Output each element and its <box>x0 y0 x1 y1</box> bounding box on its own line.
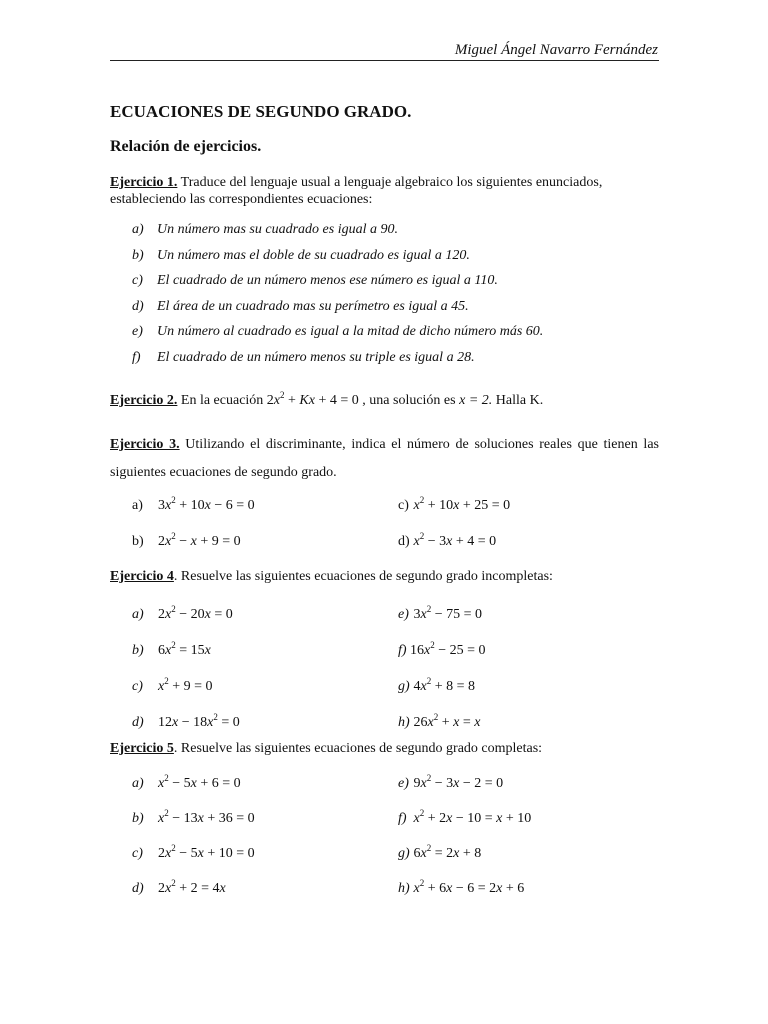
list-item: f) El cuadrado de un número menos su triple es igual a 28. <box>132 349 475 365</box>
equation-item: a) $3x^2 + 10x - 6 = 0$ <box>132 495 255 513</box>
equation-item: b) $6x^2 = 15x$ <box>132 640 211 658</box>
header-rule <box>110 60 659 61</box>
list-item: c) El cuadrado de un número menos ese número es igual a 110. <box>132 273 498 288</box>
equation-item: a) $2x^2 - 20x = 0$ <box>132 604 233 622</box>
equation-item: c) $2x^2 - 5x + 10 = 0$ <box>132 842 255 861</box>
equation-item: g) $4x^2 + 8 = 8$ <box>398 676 476 694</box>
exercise-3-heading: Ejercicio 3. <box>110 437 180 452</box>
header-author: Miguel Ángel Navarro Fernández <box>454 42 658 58</box>
equation-item: d) $x^2 - 3x + 4 = 0$ <box>398 531 497 549</box>
exercise-4-equations <box>132 597 652 741</box>
equation-item: e) $3x^2 - 75 = 0$ <box>398 604 483 622</box>
equation-item: b) $x^2 - 13x + 36 = 0$ <box>132 807 255 826</box>
equation-item: g) $6x^2 = 2x + 8$ <box>398 842 482 861</box>
exercise-2-equation: $2x^2 + Kx + 4 = 0$ <box>266 390 359 408</box>
exercise-2-heading: Ejercicio 2. <box>110 393 178 408</box>
list-item: b) Un número mas el doble de su cuadrado es igual a 120. <box>132 247 470 263</box>
exercise-5-statement: Ejercicio 5. Resuelve las siguientes ecuaciones de segundo grado completas: <box>110 741 543 756</box>
exercise-5-heading: Ejercicio 5 <box>110 741 174 756</box>
equation-item: f) $16x^2 - 25 = 0$ <box>398 640 486 658</box>
exercise-3-statement: Ejercicio 3. Utilizando el discriminante, indica el número de soluciones reales que tienen las siguientes ecuaciones de segundo grado. <box>110 437 659 480</box>
page-subtitle: Relación de ejercicios. <box>110 138 262 155</box>
list-item: d) El área de un cuadrado mas su perímetro es igual a 45. <box>132 298 469 314</box>
equation-item: a) $x^2 - 5x + 6 = 0$ <box>132 772 241 791</box>
exercise-5-equations <box>132 766 652 906</box>
exercise-4-statement: Ejercicio 4. Resuelve las siguientes ecuaciones de segundo grado incompletas: <box>110 569 553 584</box>
exercise-1-statement <box>110 174 659 208</box>
equation-item: e) $9x^2 - 3x - 2 = 0$ <box>398 772 504 791</box>
equation-item: d) $12x - 18x^2 = 0$ <box>132 712 240 730</box>
equation-item: h) $x^2 + 6x - 6 = 2x + 6$ <box>398 877 525 896</box>
equation-item: d) $2x^2 + 2 = 4x$ <box>132 877 226 896</box>
exercise-1-list <box>132 222 652 375</box>
equation-item: f) $x^2 + 2x - 10 = x + 10$ <box>398 807 532 826</box>
exercise-1-heading: Ejercicio 1. <box>110 175 178 190</box>
exercise-3-equations <box>132 488 652 560</box>
equation-item: h) $26x^2 + x = x$ <box>398 712 481 730</box>
equation-item: c) $x^2 + 10x + 25 = 0$ <box>398 495 511 513</box>
equation-item: c) $x^2 + 9 = 0$ <box>132 676 213 694</box>
exercise-1-text: Traduce del lenguaje usual a lenguaje algebraico los siguientes enunciados, estableciendo las correspondientes ecuaciones: <box>110 175 603 207</box>
exercise-2-statement: Ejercicio 2. En la ecuación $2x^2 + Kx + 4 = 0$ , una solución es x = 2. Halla K. <box>110 390 544 408</box>
equation-item: b) $2x^2 - x + 9 = 0$ <box>132 531 241 549</box>
page-title: ECUACIONES DE SEGUNDO GRADO. <box>110 102 412 121</box>
list-item: a) Un número mas su cuadrado es igual a 90. <box>132 222 398 237</box>
list-item: e) Un número al cuadrado es igual a la mitad de dicho número más 60. <box>132 324 544 339</box>
exercise-4-heading: Ejercicio 4 <box>110 569 174 584</box>
